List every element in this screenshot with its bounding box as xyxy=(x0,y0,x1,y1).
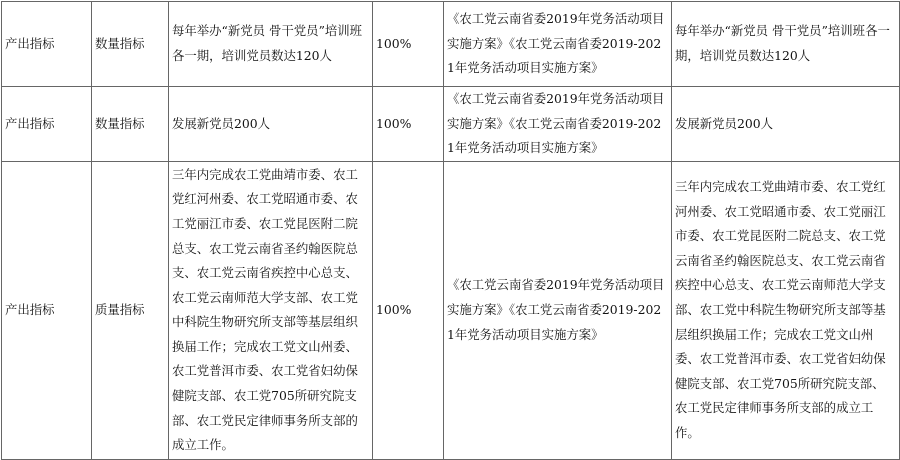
actual-cell: 每年举办“新党员 骨干党员”培训班各一期，培训党员数达120人 xyxy=(672,2,900,87)
weight-cell: 100% xyxy=(373,2,444,87)
target-cell: 发展新党员200人 xyxy=(169,87,373,162)
performance-indicator-table xyxy=(1,1,900,460)
weight-cell: 100% xyxy=(373,87,444,162)
table-row xyxy=(2,2,900,87)
indicator-cell: 数量指标 xyxy=(92,2,169,87)
table-row xyxy=(2,161,900,459)
actual-cell: 三年内完成农工党曲靖市委、农工党红河州委、农工党昭通市委、农工党丽江市委、农工党昆医附二院总支、农工党云南省圣约翰医院总支、农工党云南省疾控中心总支、农工党云南师范大学支部、农工党中科院生物研究所支部等基层组织换届工作；完成农工党文山州委、农工党普洱市委、农工党省妇幼保健院支部、农工党705所研究院支部、农工党民定律师事务所支部的成立工作。 xyxy=(672,161,900,459)
indicator-cell: 数量指标 xyxy=(92,87,169,162)
category-cell: 产出指标 xyxy=(2,161,92,459)
target-cell: 每年举办“新党员 骨干党员”培训班各一期，培训党员数达120人 xyxy=(169,2,373,87)
category-cell: 产出指标 xyxy=(2,87,92,162)
indicator-cell: 质量指标 xyxy=(92,161,169,459)
table-row xyxy=(2,87,900,162)
basis-cell: 《农工党云南省委2019年党务活动项目实施方案》《农工党云南省委2019-2021年党务活动项目实施方案》 xyxy=(444,87,672,162)
weight-cell: 100% xyxy=(373,161,444,459)
actual-cell: 发展新党员200人 xyxy=(672,87,900,162)
target-cell: 三年内完成农工党曲靖市委、农工党红河州委、农工党昭通市委、农工党丽江市委、农工党昆医附二院总支、农工党云南省圣约翰医院总支、农工党云南省疾控中心总支、农工党云南师范大学支部、农工党中科院生物研究所支部等基层组织换届工作；完成农工党文山州委、农工党普洱市委、农工党省妇幼保健院支部、农工党705所研究院支部、农工党民定律师事务所支部的成立工作。 xyxy=(169,161,373,459)
basis-cell: 《农工党云南省委2019年党务活动项目实施方案》《农工党云南省委2019-2021年党务活动项目实施方案》 xyxy=(444,2,672,87)
category-cell: 产出指标 xyxy=(2,2,92,87)
basis-cell: 《农工党云南省委2019年党务活动项目实施方案》《农工党云南省委2019-2021年党务活动项目实施方案》 xyxy=(444,161,672,459)
